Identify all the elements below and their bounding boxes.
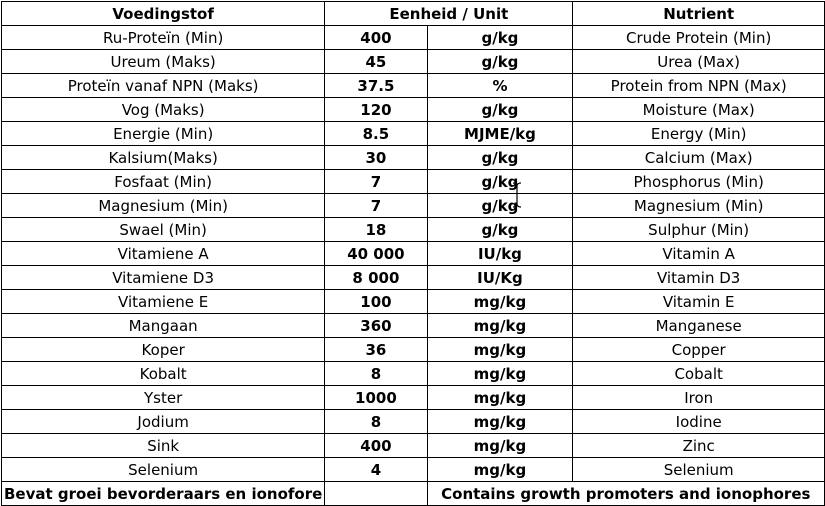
nutrient-dutch-cell: Selenium bbox=[2, 458, 325, 482]
value-cell: 400 bbox=[325, 434, 427, 458]
value-cell: 8.5 bbox=[325, 122, 427, 146]
unit-cell: g/kg bbox=[427, 146, 573, 170]
unit-cell: mg/kg bbox=[427, 290, 573, 314]
table-row bbox=[2, 218, 825, 242]
header-eenheid-unit: Eenheid / Unit bbox=[325, 2, 573, 26]
nutrient-english-cell: Energy (Min) bbox=[573, 122, 825, 146]
nutrient-english-cell: Moisture (Max) bbox=[573, 98, 825, 122]
unit-cell: mg/kg bbox=[427, 314, 573, 338]
footer-dutch-note: Bevat groei bevorderaars en ionofore bbox=[2, 482, 325, 506]
nutrient-dutch-cell: Sink bbox=[2, 434, 325, 458]
nutrient-dutch-cell: Ureum (Maks) bbox=[2, 50, 325, 74]
value-cell: 4 bbox=[325, 458, 427, 482]
header-row bbox=[2, 2, 825, 26]
nutrient-english-cell: Protein from NPN (Max) bbox=[573, 74, 825, 98]
nutrient-english-cell: Cobalt bbox=[573, 362, 825, 386]
value-cell: 36 bbox=[325, 338, 427, 362]
table-row bbox=[2, 146, 825, 170]
table-row bbox=[2, 242, 825, 266]
unit-cell: mg/kg bbox=[427, 386, 573, 410]
nutrient-dutch-cell: Vog (Maks) bbox=[2, 98, 325, 122]
footer-row bbox=[2, 482, 825, 506]
nutrient-english-cell: Copper bbox=[573, 338, 825, 362]
table-row bbox=[2, 434, 825, 458]
nutrient-english-cell: Selenium bbox=[573, 458, 825, 482]
nutrient-english-cell: Iron bbox=[573, 386, 825, 410]
table-row bbox=[2, 410, 825, 434]
nutrient-dutch-cell: Ru-Proteïn (Min) bbox=[2, 26, 325, 50]
nutrient-dutch-cell: Kobalt bbox=[2, 362, 325, 386]
value-cell: 8 bbox=[325, 410, 427, 434]
unit-cell: mg/kg bbox=[427, 338, 573, 362]
table-row bbox=[2, 386, 825, 410]
nutrient-english-cell: Manganese bbox=[573, 314, 825, 338]
unit-cell: g/kg bbox=[427, 98, 573, 122]
text-cursor-ibeam-icon bbox=[512, 182, 522, 208]
nutrient-english-cell: Calcium (Max) bbox=[573, 146, 825, 170]
nutrient-english-cell: Crude Protein (Min) bbox=[573, 26, 825, 50]
nutrient-dutch-cell: Koper bbox=[2, 338, 325, 362]
value-cell: 40 000 bbox=[325, 242, 427, 266]
table-row bbox=[2, 98, 825, 122]
value-cell: 100 bbox=[325, 290, 427, 314]
table-row bbox=[2, 266, 825, 290]
nutrient-dutch-cell: Mangaan bbox=[2, 314, 325, 338]
value-cell: 120 bbox=[325, 98, 427, 122]
value-cell: 1000 bbox=[325, 386, 427, 410]
unit-cell: IU/Kg bbox=[427, 266, 573, 290]
unit-cell: MJME/kg bbox=[427, 122, 573, 146]
nutrient-english-cell: Phosphorus (Min) bbox=[573, 170, 825, 194]
nutrient-english-cell: Magnesium (Min) bbox=[573, 194, 825, 218]
table-row bbox=[2, 314, 825, 338]
nutrient-dutch-cell: Vitamiene D3 bbox=[2, 266, 325, 290]
nutrient-english-cell: Vitamin D3 bbox=[573, 266, 825, 290]
unit-cell: mg/kg bbox=[427, 458, 573, 482]
nutrient-dutch-cell: Proteïn vanaf NPN (Maks) bbox=[2, 74, 325, 98]
nutrient-english-cell: Iodine bbox=[573, 410, 825, 434]
nutrient-dutch-cell: Yster bbox=[2, 386, 325, 410]
table-row bbox=[2, 338, 825, 362]
footer-english-note: Contains growth promoters and ionophores bbox=[427, 482, 824, 506]
header-nutrient: Nutrient bbox=[573, 2, 825, 26]
unit-cell: mg/kg bbox=[427, 410, 573, 434]
value-cell: 30 bbox=[325, 146, 427, 170]
footer-spacer-cell bbox=[325, 482, 427, 506]
value-cell: 8 bbox=[325, 362, 427, 386]
nutrient-english-cell: Vitamin A bbox=[573, 242, 825, 266]
value-cell: 400 bbox=[325, 26, 427, 50]
table-row bbox=[2, 458, 825, 482]
table-row bbox=[2, 122, 825, 146]
unit-cell: g/kg bbox=[427, 170, 573, 194]
table-row bbox=[2, 50, 825, 74]
unit-cell: g/kg bbox=[427, 50, 573, 74]
value-cell: 360 bbox=[325, 314, 427, 338]
table-row bbox=[2, 362, 825, 386]
nutrient-dutch-cell: Swael (Min) bbox=[2, 218, 325, 242]
table-row bbox=[2, 290, 825, 314]
nutrient-english-cell: Urea (Max) bbox=[573, 50, 825, 74]
value-cell: 7 bbox=[325, 194, 427, 218]
nutrient-english-cell: Sulphur (Min) bbox=[573, 218, 825, 242]
table-row bbox=[2, 194, 825, 218]
unit-cell: g/kg bbox=[427, 218, 573, 242]
nutrient-english-cell: Vitamin E bbox=[573, 290, 825, 314]
table-row bbox=[2, 74, 825, 98]
value-cell: 45 bbox=[325, 50, 427, 74]
nutrient-dutch-cell: Magnesium (Min) bbox=[2, 194, 325, 218]
value-cell: 8 000 bbox=[325, 266, 427, 290]
value-cell: 18 bbox=[325, 218, 427, 242]
value-cell: 7 bbox=[325, 170, 427, 194]
nutrient-dutch-cell: Kalsium(Maks) bbox=[2, 146, 325, 170]
nutrient-dutch-cell: Vitamiene E bbox=[2, 290, 325, 314]
nutrient-dutch-cell: Jodium bbox=[2, 410, 325, 434]
table-row bbox=[2, 26, 825, 50]
unit-cell: g/kg bbox=[427, 194, 573, 218]
header-voedingstof: Voedingstof bbox=[2, 2, 325, 26]
unit-cell: g/kg bbox=[427, 26, 573, 50]
unit-cell: IU/kg bbox=[427, 242, 573, 266]
value-cell: 37.5 bbox=[325, 74, 427, 98]
nutrient-english-cell: Zinc bbox=[573, 434, 825, 458]
unit-cell: mg/kg bbox=[427, 362, 573, 386]
nutrient-dutch-cell: Fosfaat (Min) bbox=[2, 170, 325, 194]
nutrient-dutch-cell: Energie (Min) bbox=[2, 122, 325, 146]
unit-cell: mg/kg bbox=[427, 434, 573, 458]
nutrient-dutch-cell: Vitamiene A bbox=[2, 242, 325, 266]
table-row bbox=[2, 170, 825, 194]
nutrient-table bbox=[1, 1, 825, 506]
unit-cell: % bbox=[427, 74, 573, 98]
